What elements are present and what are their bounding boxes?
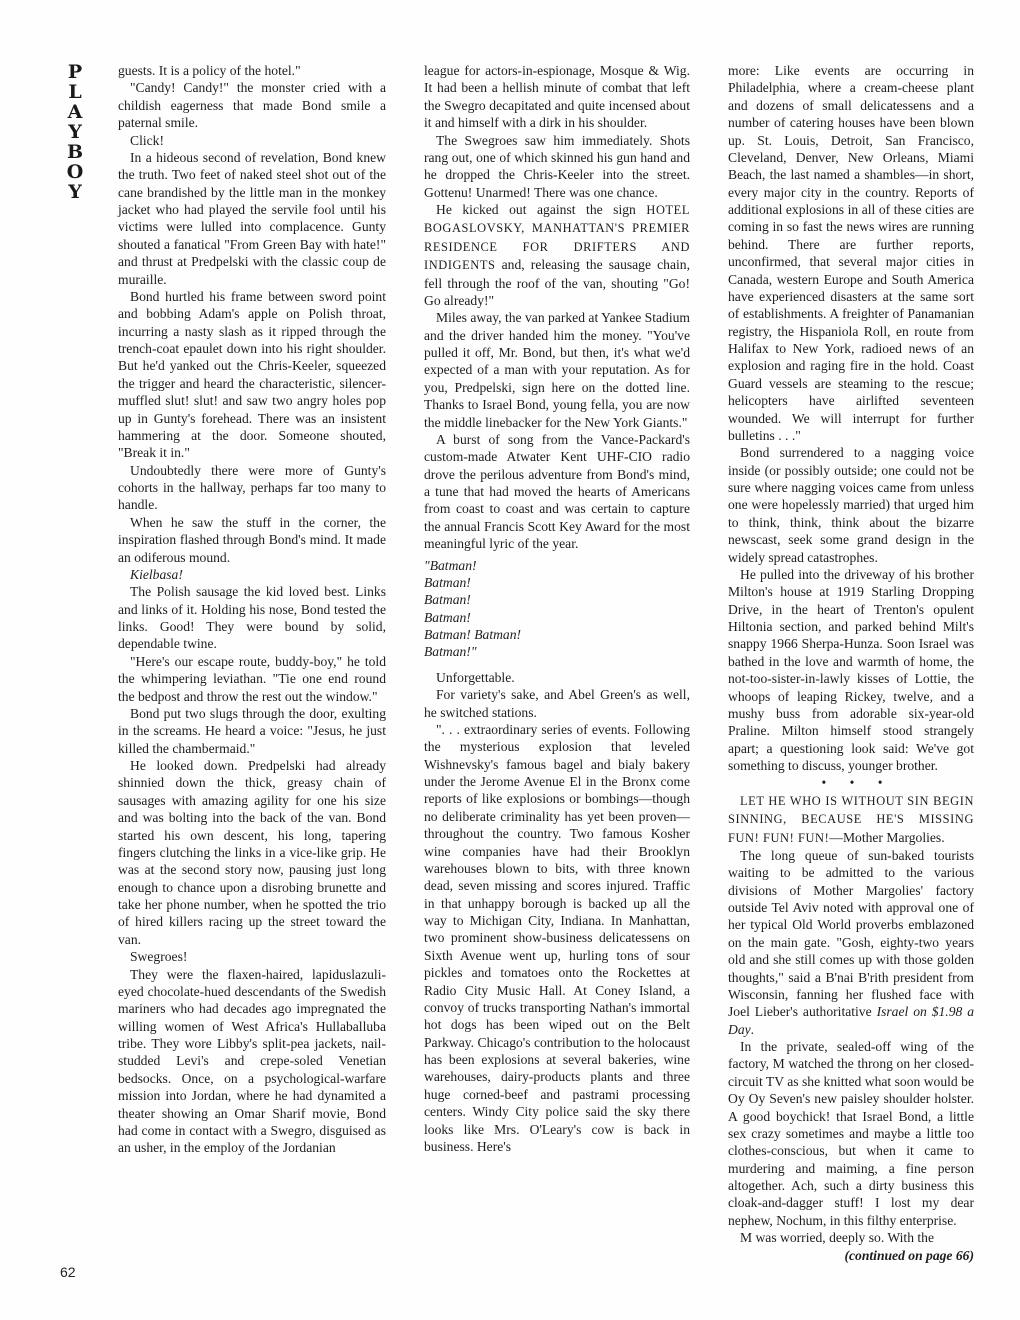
- lyric-line: Batman!: [424, 574, 471, 590]
- lyric-line: Batman! Batman!: [424, 627, 522, 642]
- lyric-line: Batman!": [424, 644, 477, 660]
- paragraph: Miles away, the van parked at Yankee Stadium and the driver handed him the money. "You've pulled it off, Mr. Bond, but then, it's what we'd expected of a man with your reputation. As for you, Predpelski, sign here on the dotted line. Thanks to Israel Bond, young fella, you are now the middle linebacker for the New York Giants.": [424, 310, 690, 430]
- paragraph: A burst of song from the Vance-Packard's custom-made Atwater Kent UHF-CIO radio drove the perilous adventure from Bond's mind, a tune that had moved the hearts of Americans from coast to coast and was certain to capture the annual Francis Scott Key Award for the most meaningful lyric of the year.: [424, 431, 690, 552]
- masthead-letter: O: [66, 161, 84, 183]
- masthead-letter: Y: [68, 121, 82, 143]
- paragraph: [424, 201, 690, 309]
- paragraph: In a hideous second of revelation, Bond knew the truth. Two feet of naked steel shot out of the cane brandished by the little man in the monkey jacket who had played the servile fool until his victims were lulled into complacence. Gunty shouted a fanatical "From Green Bay with hate!" and thrust at Predpelski with the classic coup de muraille.: [118, 149, 386, 287]
- paragraph: Kielbasa!: [130, 566, 183, 582]
- paragraph-text: He kicked out against the sign: [436, 202, 636, 217]
- paragraph: They were the flaxen-haired, lapiduslazuli-eyed chocolate-hued descendants of the Swedish mariners who had decades ago impregnated the willing women of West Africa's Hullaballuba tribe. They wore Libby's split-pea jackets, nail-studded Levi's and crepe-soled Venetian bedsocks. Once, on a psychological-warfare mission into Jordan, where he had dynamited a theater showing an Omar Sharif movie, Bond had come in contact with a Swegro, disguised as an usher, in the employ of the Jordanian: [118, 966, 386, 1156]
- paragraph: guests. It is a policy of the hotel.": [118, 63, 301, 78]
- hotel-sign-text: HOTEL BOGASLOVSKY, MANHATTAN'S PREMIER RESIDENCE FOR DRIFTERS AND INDIGENTS: [424, 203, 690, 273]
- paragraph: He looked down. Predpelski had already shinnied down the thick, greasy chain of sausages with amazing agility for one his size and was bolting into the back of the van. Bond started his own descent, his long, tapering fingers clutching the links in a vice-like grip. He was at the second story now, pausing just long enough to chance upon a disrobing brunette and take her phone number, when he spotted the trio of hired killers racing up the street toward the van.: [118, 758, 386, 947]
- paragraph: Unforgettable.: [436, 669, 515, 685]
- masthead-letter: A: [67, 101, 83, 123]
- paragraph: The Polish sausage the kid loved best. Links and links of it. Holding his nose, Bond tested the links. Good! They were bound by solid, dependable twine.: [118, 584, 386, 652]
- paragraph: "Here's our escape route, buddy-boy," he told the whimpering leviathan. "Tie one end round the bedpost and throw the rest out the window.": [118, 653, 386, 704]
- paragraph: [728, 847, 974, 1038]
- continued-line: (continued on page 66): [844, 1247, 974, 1263]
- book-title: Israel on $1.98 a Day: [728, 1004, 974, 1037]
- text-column-1: [118, 62, 386, 1157]
- song-lyric: [424, 557, 690, 661]
- section-break-dots: • • •: [821, 775, 893, 791]
- epigraph-text: LET HE WHO IS WITHOUT SIN BEGIN SINNING, BECAUSE HE'S MISSING FUN! FUN! FUN!: [728, 793, 974, 845]
- paragraph: For variety's sake, and Abel Green's as well, he switched stations.: [424, 687, 690, 720]
- paragraph: Click!: [130, 132, 164, 148]
- paragraph: When he saw the stuff in the corner, the inspiration flashed through Bond's mind. It made an odiferous mound.: [118, 514, 386, 565]
- paragraph: Bond hurtled his frame between sword point and bobbing Adam's apple on Polish throat, incurring a nasty slash as it ripped through the trench-coat epaulet down into his right shoulder. But he'd yanked out the Chris-Keeler, squeezed the trigger and heard the characteristic, silencer-muffled slut! slut! and saw two angry holes pop up in Gunty's forehead. There was an insistent hammering at the door. Someone shouted, "Break it in.": [118, 288, 386, 461]
- masthead-letter: L: [68, 81, 82, 103]
- masthead-letter: P: [67, 61, 83, 83]
- masthead-letter: Y: [68, 181, 82, 203]
- magazine-masthead: [60, 62, 90, 202]
- page-number: 62: [60, 1264, 76, 1280]
- paragraph-text: .: [750, 1021, 755, 1037]
- paragraph: "Candy! Candy!" the monster cried with a childish eagerness that made Bond smile a paternal smile.: [118, 80, 386, 131]
- text-column-2: [424, 62, 690, 1155]
- lyric-line: Batman!: [424, 592, 471, 608]
- paragraph: Undoubtedly there were more of Gunty's cohorts in the hallway, perhaps far too many to handle.: [118, 462, 386, 513]
- text-column-3: [728, 62, 974, 1264]
- paragraph: In the private, sealed-off wing of the factory, M watched the throng on her closed-circuit TV as she knitted what soon would be Oy Oy Seven's new paisley shoulder holster. A good boychick! that Israel Bond, a little sex crazy sometimes and maybe a little too clothes-conscious, but when it came to murdering and maiming, a fine person altogether. Ach, such a dirty business this cloak-and-dagger stuff! I lost my dear nephew, Nochum, in this filthy enterprise.: [728, 1039, 974, 1228]
- masthead-letter: B: [66, 141, 84, 163]
- epigraph-attribution: —Mother Margolies.: [829, 829, 945, 845]
- paragraph: ". . . extraordinary series of events. Following the mysterious explosion that leveled Wishnevsky's famous bagel and bialy bakery under the Jerome Avenue El in the Bronx come reports of like explosions or bombings—though no deliberate criminality has yet been proven—throughout the country. Two famous Kosher wine companies have had their Brooklyn warehouses blown to bits, with three known dead, seven missing and scores injured. Traffic in that unhappy borough is backed up all the way to Michigan City, Indiana. In Manhattan, two prominent show-business delicatessens on Sixth Avenue went up, hurling tons of sour pickles and tomatoes onto the Rockettes at Radio City Music Hall. At Coney Island, a convoy of trucks transporting Nathan's immortal hot dogs has been wiped out on the Belt Parkway. Chicago's contribution to the holocaust has been explosions at several bakeries, wine warehouses, dairy-products plants and three huge corned-beef and pastrami processing centers. Windy City police said the sky there looks like Mrs. O'Leary's cow is back in business. Here's: [424, 721, 690, 1154]
- paragraph-text: The long queue of sun-baked tourists waiting to be admitted to the various divisions of Mother Margolies' factory outside Tel Aviv noted with approval one of her typical Old World proverbs emblazoned on the main gate. "Gosh, eighty-two years old and she still comes up with those golden thoughts," said a B'nai B'rith president from Wisconsin, fanning her flushed face with Joel Lieber's authoritative: [728, 847, 974, 1020]
- paragraph: league for actors-in-espionage, Mosque & Wig. It had been a hellish minute of combat that left the Swegro decapitated and quite incensed about it and himself with a dirk in his shoulder.: [424, 63, 690, 131]
- lyric-line: Batman!: [424, 609, 471, 625]
- paragraph: Bond put two slugs through the door, exulting in the screams. He heard a voice: "Jesus, he just killed the chambermaid.": [118, 705, 386, 756]
- paragraph: more: Like events are occurring in Philadelphia, where a cream-cheese plant and dozens of small delicatessens and a number of catering houses have been blown up. St. Louis, Detroit, San Francisco, Cleveland, Denver, New Orleans, Miami Beach, the last named a shambles—in short, every major city in the country. Reports of additional explosions in all of these cities are coming in so fast the news wires are running behind. There are further reports, unconfirmed, that several major cities in Canada, western Europe and South America have experienced disasters at the same sort of establishments. A freighter of Panamanian registry, the Hispaniola Roll, en route from Halifax to New York, radioed news of an explosion and raging fire in the hold. Coast Guard vessels are steaming to the rescue; helicopters have airlifted seventeen wounded. We will interrupt for further bulletins . . .": [728, 63, 974, 443]
- lyric-line: "Batman!: [424, 557, 477, 573]
- paragraph: The Swegroes saw him immediately. Shots rang out, one of which skinned his gun hand and he dropped the Chris-Keeler into the street. Gottenu! Unarmed! There was one chance.: [424, 132, 690, 200]
- epigraph: [728, 792, 974, 847]
- paragraph: M was worried, deeply so. With the: [740, 1230, 935, 1246]
- paragraph: Bond surrendered to a nagging voice inside (or possibly outside; one could not be sure where nagging voices came from unless one were hopelessly married) that urged him to think, think, think about the bizarre newscast, seek some grand design in the widely spread catastrophes.: [728, 445, 974, 565]
- paragraph: He pulled into the driveway of his brother Milton's house at 1919 Starling Dropping Drive, in the heart of Trenton's opulent Hiltonia section, and parked behind Milt's snappy 1966 Sherpa-Hunza. Soon Israel was bathed in the love and warmth of home, the not-too-sister-in-lawly kisses of Lottie, the whoops of leaping Rickey, twelve, and a mushy buss from adorable six-year-old Praline. Milton himself stood strangely apart; a questioning look said: We've got something to discuss, younger brother.: [728, 566, 974, 773]
- paragraph-text: and, releasing the sausage chain, fell through the roof of the van, shouting "Go! Go already!": [424, 257, 690, 308]
- paragraph: Swegroes!: [130, 949, 188, 965]
